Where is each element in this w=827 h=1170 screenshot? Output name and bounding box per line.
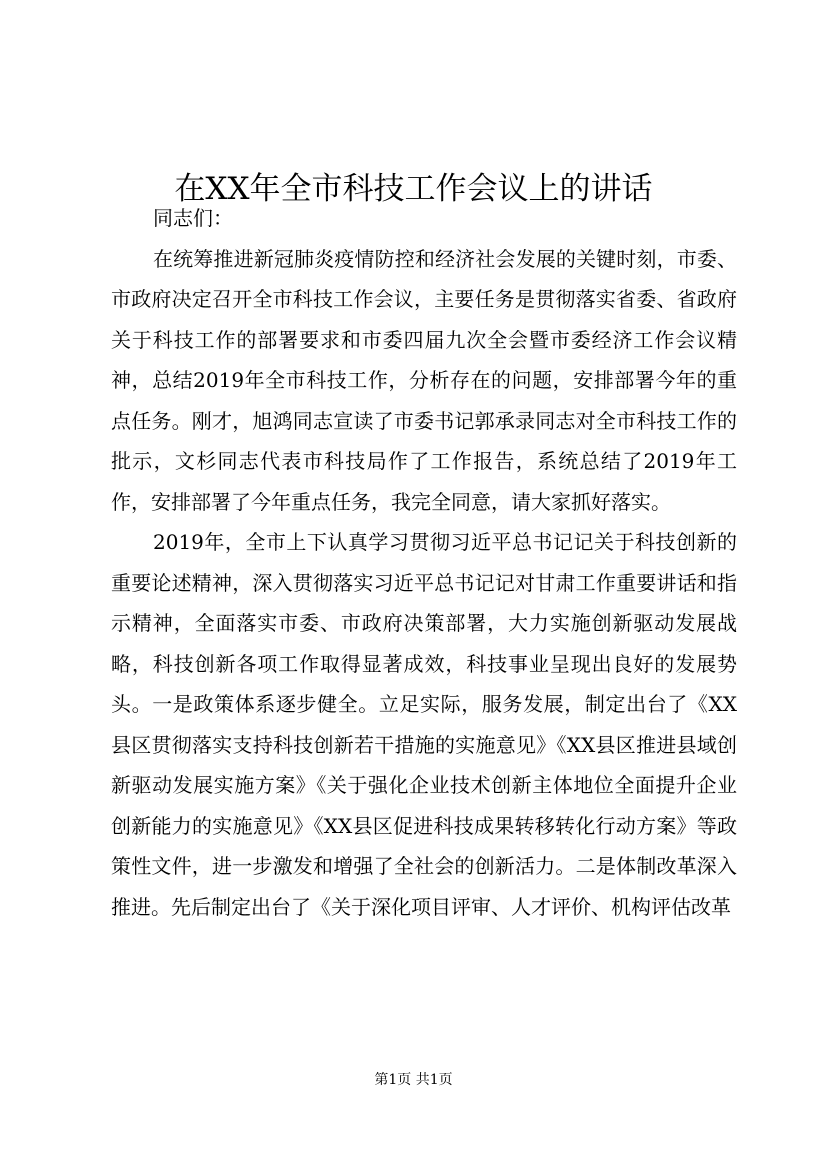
- salutation: 同志们：: [153, 206, 233, 230]
- page-footer: 第1页 共1页: [374, 1072, 453, 1088]
- paragraph-2: 2019年，全市上下认真学习贯彻习近平总书记记关于科技创新的重要论述精神，深入贯彻落实习近平总书记记对甘肃工作重要讲话和指示精神，全面落实市委、市政府决策部署，大力实施创新驱动发展战略，科技创新各项工作取得显著成效，科技事业呈现出良好的发展势头。一是政策体系逐步健全。立足实际，服务发展，制定出台了《XX县区贯彻落实支持科技创新若干措施的实施意见》《XX县区推进县域创新驱动发展实施方案》《关于强化企业技术创新主体地位全面提升企业创新能力的实施意见》《XX县区促进科技成果转移转化行动方案》等政策性文件，进一步激发和增强了全社会的创新活力。二是体制改革深入推进。先后制定出台了《关于深化项目评审、人才评价、机构评估改革: [111, 530, 737, 919]
- paragraph-1: 在统筹推进新冠肺炎疫情防控和经济社会发展的关键时刻，市委、市政府决定召开全市科技工作会议，主要任务是贯彻落实省委、省政府关于科技工作的部署要求和市委四届九次全会暨市委经济工作会议精神，总结2019年全市科技工作，分析存在的问题，安排部署今年的重点任务。刚才，旭鸿同志宣读了市委书记郭承录同志对全市科技工作的批示，文杉同志代表市科技局作了工作报告，系统总结了2019年工作，安排部署了今年重点任务，我完全同意，请大家抓好落实。: [111, 246, 737, 514]
- document-title: 在XX年全市科技工作会议上的讲话: [174, 170, 653, 207]
- document-body: [111, 198, 737, 927]
